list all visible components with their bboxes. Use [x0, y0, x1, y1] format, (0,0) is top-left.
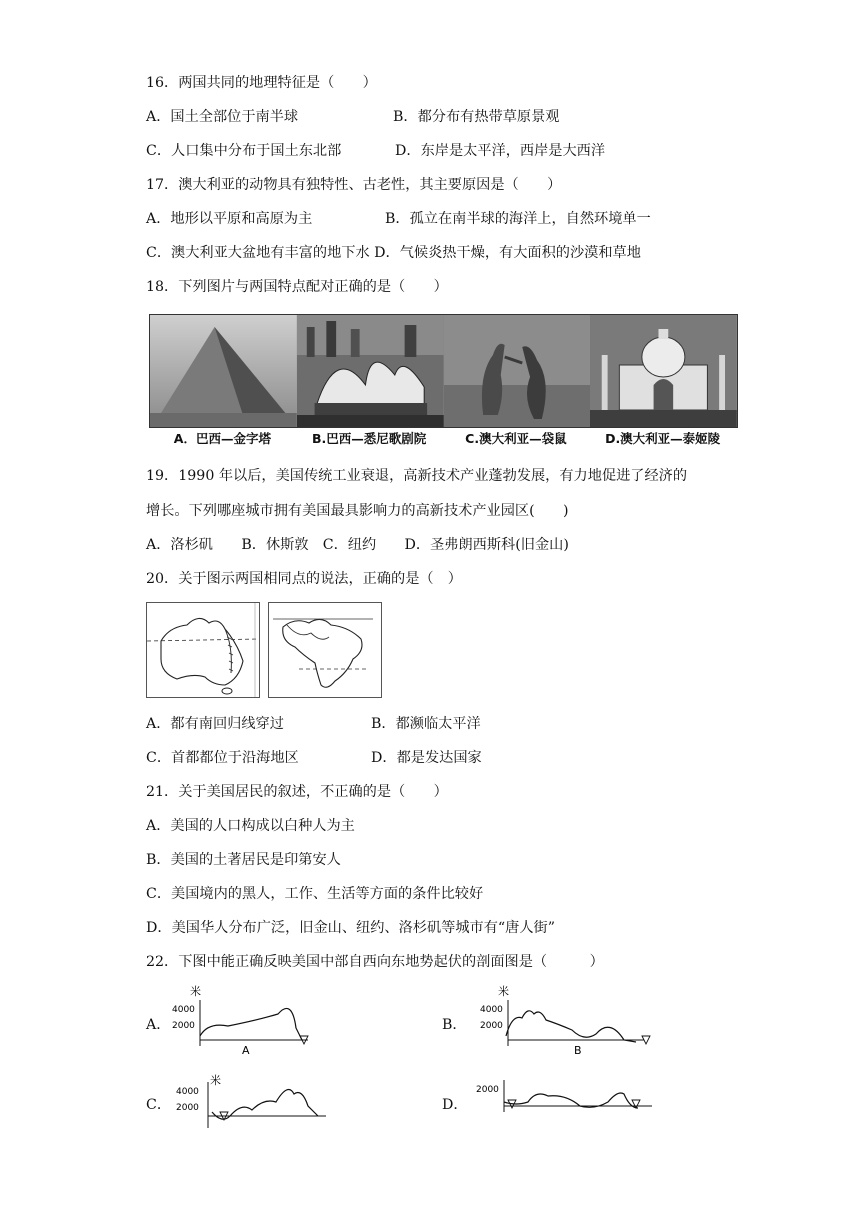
tick-2000: 2000 — [480, 1021, 503, 1031]
q16-option-d: D．东岸是太平洋，西岸是大西洋 — [395, 143, 606, 159]
q21-option-a: A．美国的人口构成以白种人为主 — [146, 818, 355, 834]
landmark-photo-strip — [149, 314, 738, 428]
unit-label: 米 — [498, 985, 509, 998]
profile-chart-d — [476, 1072, 656, 1128]
q17-options-cd: C．澳大利亚大盆地有丰富的地下水 D．气候炎热干燥，有大面积的沙漠和草地 — [146, 245, 641, 261]
landmark-captions — [149, 428, 736, 450]
caption-a: A．巴西—金字塔 — [173, 431, 271, 446]
tick-4000: 4000 — [480, 1005, 503, 1015]
q16-option-a: A．国土全部位于南半球 — [146, 109, 299, 125]
q20-stem: 20．关于图示两国相同点的说法，正确的是（ ） — [146, 571, 462, 587]
q18-stem: 18．下列图片与两国特点配对正确的是（ ） — [146, 279, 448, 295]
q16-stem: 16．两国共同的地理特征是（ ） — [146, 75, 377, 91]
q16-option-c: C．人口集中分布于国土东北部 — [146, 143, 342, 159]
q22-label-a: A． — [146, 1017, 171, 1033]
tick-4000: 4000 — [176, 1087, 199, 1097]
opera-house-photo — [297, 315, 444, 427]
profile-b-letter: B — [574, 1044, 582, 1057]
tick-2000: 2000 — [476, 1085, 499, 1095]
q20-option-c: C．首都都位于沿海地区 — [146, 750, 299, 766]
unit-label: 米 — [190, 985, 201, 998]
profile-chart-a — [168, 984, 328, 1058]
tick-2000: 2000 — [172, 1021, 195, 1031]
q22-label-b: B． — [442, 1017, 467, 1033]
caption-d: D.澳大利亚—泰姬陵 — [605, 431, 721, 446]
q20-option-d: D．都是发达国家 — [371, 750, 482, 766]
australia-map — [146, 602, 260, 698]
q21-option-d: D．美国华人分布广泛，旧金山、纽约、洛杉矶等城市有“唐人街” — [146, 920, 555, 936]
profile-chart-b — [476, 984, 656, 1058]
brazil-map — [268, 602, 382, 698]
taj-mahal-photo — [590, 315, 737, 427]
tick-4000: 4000 — [172, 1005, 195, 1015]
q22-label-c: C． — [146, 1097, 172, 1113]
q17-option-a: A．地形以平原和高原为主 — [146, 211, 313, 227]
pyramid-photo — [150, 315, 297, 427]
unit-label: 米 — [210, 1074, 221, 1087]
tick-2000: 2000 — [176, 1103, 199, 1113]
caption-c: C.澳大利亚—袋鼠 — [465, 431, 567, 446]
caption-b: B.巴西—悉尼歌剧院 — [311, 431, 427, 446]
profile-a-letter: A — [242, 1044, 250, 1057]
q21-option-c: C．美国境内的黑人，工作、生活等方面的条件比较好 — [146, 886, 484, 902]
q19-stem-line1: 19．1990 年以后，美国传统工业衰退，高新技术产业蓬勃发展，有力地促进了经济的 — [146, 468, 688, 484]
q21-stem: 21．关于美国居民的叙述，不正确的是（ ） — [146, 784, 448, 800]
q21-option-b: B．美国的土著居民是印第安人 — [146, 852, 341, 868]
profile-chart-c — [168, 1072, 328, 1128]
q20-option-a: A．都有南回归线穿过 — [146, 716, 284, 732]
q16-option-b: B．都分布有热带草原景观 — [393, 109, 560, 125]
q19-stem-line2: 增长。下列哪座城市拥有美国最具影响力的高新技术产业园区( ) — [146, 503, 569, 519]
q20-option-b: B．都濒临太平洋 — [371, 716, 481, 732]
kangaroo-photo — [444, 315, 591, 427]
q22-stem: 22．下图中能正确反映美国中部自西向东地势起伏的剖面图是（ ） — [146, 954, 604, 970]
q17-stem: 17．澳大利亚的动物具有独特性、古老性，其主要原因是（ ） — [146, 177, 562, 193]
q19-options: A．洛杉矶 B．休斯敦 C．纽约 D．圣弗朗西斯科(旧金山) — [146, 537, 569, 553]
q22-label-d: D． — [442, 1097, 468, 1113]
q17-option-b: B．孤立在南半球的海洋上，自然环境单一 — [385, 211, 651, 227]
